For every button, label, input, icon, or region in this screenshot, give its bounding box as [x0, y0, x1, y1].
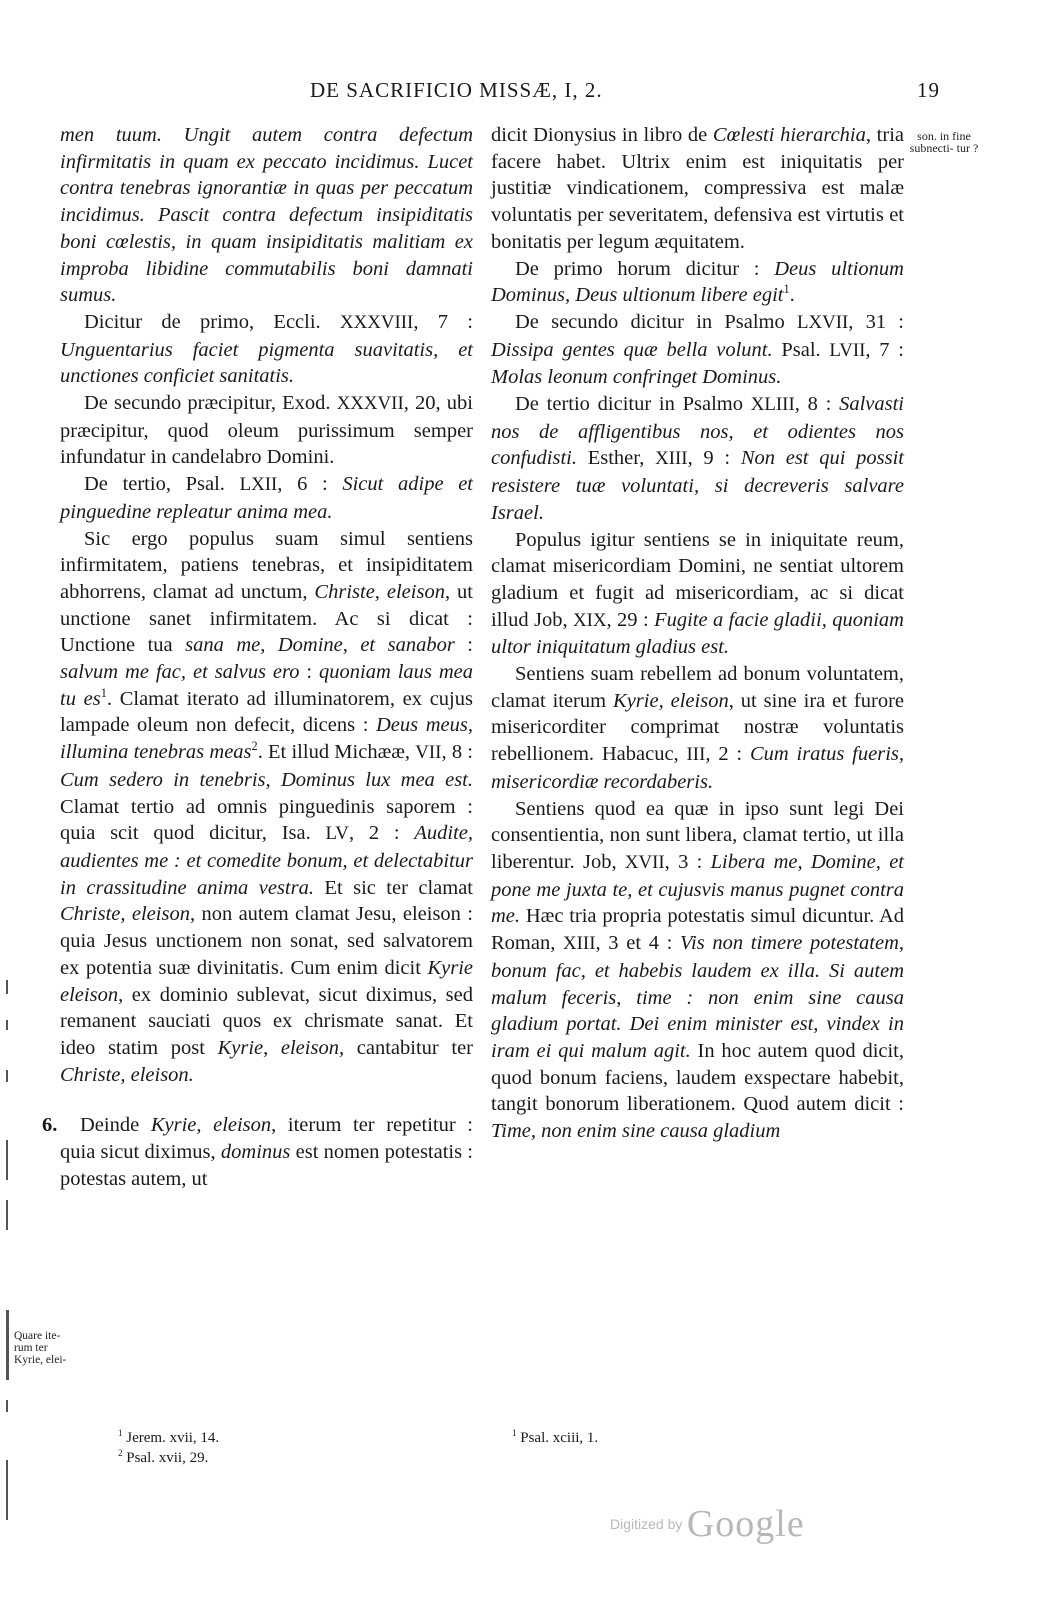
running-title: DE SACRIFICIO MISSÆ, I, 2. [310, 78, 603, 102]
footnote: $^2$ Psal. xvii, 29. [118, 1448, 209, 1466]
paragraph: De secundo præcipitur, Exod. XXXVII, 20, ubi præcipitur, quod oleum purissimum semper infundatur in candelabro Domini. [60, 392, 473, 469]
section-number: 6. [42, 1114, 58, 1137]
footnote-ref: 1 [100, 685, 107, 700]
paragraph: dicit Dionysius in libro de Cœlesti hierarchia, tria facere habet. Ultrix enim est iniquitatis per justitiæ vindicationem, compressiva est malæ voluntatis per severitatem, defensiva est virtutis et bonitatis per legum æquitatem. [491, 124, 904, 253]
paragraph: Sic ergo populus suam simul sentiens infirmitatem, patiens tenebras, et insipiditatem abhorrens, clamat ad unctum, Christe, eleison, ut unctione sanet infirmitatem. Ac si dicat : Unctione tua sana me, Domine, et sanabor : salvum me fac, et salvus ero : quoniam laus mea tu $es^1$. Clamat iterato ad illuminatorem, ex cujus lampade oleum non defecit, dicens : Deus meus, illumina tenebras meas$^2$. Et illud Michææ, VII, 8 : Cum sedero in tenebris, Dominus lux mea est. Clamat tertio ad omnis pinguedinis saporem : quia scit quod dicitur, Isa. LV, 2 : Audite, audientes me : et comedite bonum, et delectabitur in crassitudine anima vestra. Et sic ter clamat Christe, eleison, non autem clamat Jesu, eleison : quia Jesus unctionem non sonat, sed salvatorem ex potentia suæ divinitatis. Cum enim dicit Kyrie eleison, ex dominio sublevat, sicut diximus, sed remanent sauciati quos ex chrismate sanat. Et ideo statim post Kyrie, eleison, cantabitur ter Christe, eleison. [60, 527, 474, 1086]
footnote-ref: 2 [251, 739, 258, 754]
paragraph: De primo horum dicitur : Deus ultionum Dominus, Deus ultionum libere egit$^1$. [491, 257, 904, 307]
digitized-by-google-watermark [610, 1502, 805, 1546]
footnote: $^1$ Jerem. xvii, 14. [118, 1428, 220, 1446]
footnote: $^1$ Psal. xciii, 1. [512, 1428, 599, 1446]
footnotes-left [118, 1428, 219, 1468]
footnotes-right [512, 1428, 598, 1448]
paragraph: De tertio dicitur in Psalmo XLIII, 8 : Salvasti nos de affligentibus nos, et odientes nos confudisti. Esther, XIII, 9 : Non est qui possit resistere tuæ voluntati, si decreveris salvare Israel. [491, 393, 904, 524]
paragraph: Populus igitur sentiens se in iniquitate reum, clamat misericordiam Domini, ne sentiat ultorem gladium et fugit ad misericordiam, ac si dicat illud Job, XIX, 29 : Fugite a facie gladii, quoniam ultor iniquitatum gladius est. [491, 528, 904, 659]
paragraph: men tuum. Ungit autem contra defectum infirmitatis in quam ex peccato incidimus. Lucet contra tenebras ignorantiæ in quas per peccatum incidimus. Pascit contra defectum insipiditatis boni cœlestis, in quam insipiditatis malitiam ex improba libidine commutabilis boni damnati sumus. [60, 124, 473, 307]
margin-note-left: Quare ite- rum ter Kyrie, elei- [14, 1330, 67, 1366]
paragraph: Dicitur de primo, Eccli. XXXVIII, 7 : Unguentarius faciet pigmenta suavitatis, et unctiones conficiet sanitatis. [60, 310, 473, 388]
paragraph: Sentiens suam rebellem ad bonum voluntatem, clamat iterum Kyrie, eleison, ut sine ira et furore misericorditer comprimat nostræ voluntatis rebellionem. Habacuc, III, 2 : Cum iratus fueris, misericordiæ recordaberis. [491, 663, 904, 793]
right-column [491, 122, 904, 1145]
paragraph: De secundo dicitur in Psalmo LXVII, 31 : Dissipa gentes quæ bella volunt. Psal. LVII, 7 : Molas leonum confringet Dominus. [491, 310, 904, 389]
google-logo: Google [686, 1503, 805, 1545]
footnote-ref: 1 [783, 282, 790, 297]
margin-note-right: son. in fine subnecti- tur ? [909, 129, 979, 155]
watermark-prefix: Digitized by [610, 1516, 683, 1532]
page-number: 19 [917, 78, 940, 102]
left-column [42, 122, 474, 1192]
paragraph-numbered: 6. Deinde Kyrie, eleison, iterum ter repetitur : quia sicut diximus, dominus est nomen potestatis : potestas autem, ut [42, 1114, 474, 1190]
running-head [60, 78, 940, 108]
scan-edge-marks [6, 980, 16, 1540]
paragraph: De tertio, Psal. LXII, 6 : Sicut adipe et pinguedine repleatur anima mea. [60, 473, 473, 523]
paragraph: Sentiens quod ea quæ in ipso sunt legi Dei consentientia, non sunt libera, clamat tertio, ut illa liberentur. Job, XVII, 3 : Libera me, Domine, et pone me juxta te, et cujusvis manus pugnet contra me. Hæc tria propria potestatis simul dicuntur. Ad Roman, XIII, 3 et 4 : Vis non timere potestatem, bonum fac, et habebis laudem ex illa. Si autem malum feceris, time : non enim sine causa gladium portat. Dei enim minister est, vindex in iram ei qui malum agit. In hoc autem quod dicit, quod bonum faciens, laudem exspectare habebit, tangit bonorum liberationem. Quod autem dicit : Time, non enim sine causa gladium [491, 797, 905, 1143]
